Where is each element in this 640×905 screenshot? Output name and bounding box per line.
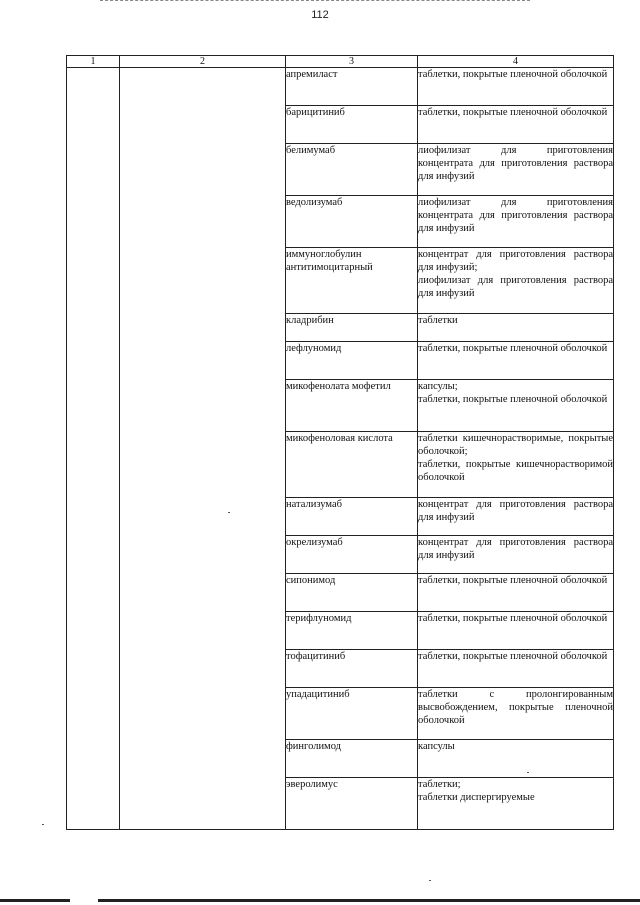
table-row: [67, 380, 614, 432]
empty-cell-col1: [67, 574, 120, 612]
drug-name-cell: упадацитиниб: [286, 688, 418, 740]
dosage-form-text: таблетки;: [418, 779, 461, 790]
dosage-form-text: лиофилизат для приготовления концентрата для приготовления раствора для инфузий: [418, 145, 613, 182]
column-header-3: 3: [286, 56, 418, 68]
dosage-form-cell: [418, 248, 614, 314]
empty-cell-col1: [67, 68, 120, 106]
dosage-form-cell: [418, 688, 614, 740]
table-row: [67, 688, 614, 740]
table-row: [67, 498, 614, 536]
empty-cell-col1: [67, 342, 120, 380]
dosage-form-text: таблетки, покрытые пленочной оболочкой: [418, 107, 608, 118]
dosage-form-text: таблетки, покрытые пленочной оболочкой: [418, 394, 608, 405]
dosage-form-cell: [418, 498, 614, 536]
dosage-form-text: таблетки кишечнорастворимые, покрытые оболочкой;: [418, 433, 613, 457]
dosage-form-text: концентрат для приготовления раствора для инфузий: [418, 499, 613, 523]
empty-cell-col1: [67, 432, 120, 498]
empty-cell-col2: [120, 248, 286, 314]
empty-cell-col1: [67, 688, 120, 740]
bottom-rule-left: [0, 899, 70, 902]
dosage-form-cell: [418, 144, 614, 196]
dosage-form-text: концентрат для приготовления раствора для инфузий;: [418, 249, 613, 273]
dosage-form-cell: [418, 314, 614, 342]
table-row: [67, 106, 614, 144]
table-row: [67, 342, 614, 380]
empty-cell-col2: [120, 196, 286, 248]
dosage-form-cell: [418, 106, 614, 144]
empty-cell-col2: [120, 498, 286, 536]
table-row: [67, 68, 614, 106]
table-body: [67, 68, 614, 830]
table-row: [67, 740, 614, 778]
drug-name-cell: белимумаб: [286, 144, 418, 196]
drug-name-cell: лефлуномид: [286, 342, 418, 380]
column-header-4: 4: [418, 56, 614, 68]
empty-cell-col2: [120, 688, 286, 740]
drug-name-cell: сипонимод: [286, 574, 418, 612]
dosage-form-text: таблетки диспергируемые: [418, 792, 535, 803]
dosage-form-text: таблетки: [418, 315, 458, 326]
drug-name-cell: барицитиниб: [286, 106, 418, 144]
table-row: [67, 314, 614, 342]
empty-cell-col1: [67, 314, 120, 342]
dosage-form-text: таблетки, покрытые пленочной оболочкой: [418, 69, 608, 80]
table-row: [67, 778, 614, 830]
dosage-form-text: таблетки, покрытые пленочной оболочкой: [418, 651, 608, 662]
drug-name-cell: микофеноловая кислота: [286, 432, 418, 498]
dosage-form-cell: [418, 68, 614, 106]
drug-name-cell: эверолимус: [286, 778, 418, 830]
top-scan-line: [100, 0, 530, 2]
dosage-form-text: таблетки с пролонгированным высвобождением, покрытые пленочной оболочкой: [418, 689, 613, 726]
dosage-form-text: лиофилизат для приготовления раствора для инфузий: [418, 275, 613, 299]
empty-cell-col2: [120, 314, 286, 342]
table-row: [67, 196, 614, 248]
empty-cell-col1: [67, 380, 120, 432]
table-row: [67, 612, 614, 650]
dosage-form-cell: [418, 196, 614, 248]
dosage-form-cell: [418, 536, 614, 574]
empty-cell-col1: [67, 612, 120, 650]
dosage-form-cell: [418, 740, 614, 778]
scan-speck: [429, 880, 431, 881]
empty-cell-col2: [120, 778, 286, 830]
dosage-form-text: таблетки, покрытые пленочной оболочкой: [418, 575, 608, 586]
dosage-form-text: концентрат для приготовления раствора для инфузий: [418, 537, 613, 561]
empty-cell-col1: [67, 536, 120, 574]
dosage-form-cell: [418, 778, 614, 830]
dosage-form-cell: [418, 432, 614, 498]
dosage-form-cell: [418, 342, 614, 380]
empty-cell-col1: [67, 778, 120, 830]
dosage-form-text: капсулы;: [418, 381, 458, 392]
empty-cell-col2: [120, 612, 286, 650]
drug-table: [66, 55, 614, 830]
empty-cell-col2: [120, 740, 286, 778]
drug-name-cell: иммуноглобулин антитимоцитарный: [286, 248, 418, 314]
scan-speck: [42, 824, 44, 825]
table-row: [67, 248, 614, 314]
bottom-rule-right: [98, 899, 640, 902]
table-row: [67, 650, 614, 688]
dosage-form-text: лиофилизат для приготовления концентрата для приготовления раствора для инфузий: [418, 197, 613, 234]
dosage-form-text: таблетки, покрытые пленочной оболочкой: [418, 613, 608, 624]
empty-cell-col2: [120, 342, 286, 380]
drug-name-cell: натализумаб: [286, 498, 418, 536]
page-number: 112: [311, 9, 329, 21]
empty-cell-col2: [120, 380, 286, 432]
empty-cell-col1: [67, 248, 120, 314]
table-row: [67, 432, 614, 498]
table-row: [67, 574, 614, 612]
drug-name-cell: терифлуномид: [286, 612, 418, 650]
empty-cell-col2: [120, 650, 286, 688]
drug-name-cell: микофенолата мофетил: [286, 380, 418, 432]
empty-cell-col1: [67, 650, 120, 688]
drug-name-cell: кладрибин: [286, 314, 418, 342]
dosage-form-cell: [418, 650, 614, 688]
empty-cell-col2: [120, 106, 286, 144]
empty-cell-col1: [67, 498, 120, 536]
dosage-form-text: таблетки, покрытые кишечнорастворимой оболочкой: [418, 459, 613, 483]
column-header-1: 1: [67, 56, 120, 68]
dosage-form-cell: [418, 612, 614, 650]
drug-name-cell: окрелизумаб: [286, 536, 418, 574]
dosage-form-cell: [418, 380, 614, 432]
scan-speck: [527, 772, 529, 773]
table-header-row: [67, 56, 614, 68]
drug-name-cell: апремиласт: [286, 68, 418, 106]
empty-cell-col2: [120, 68, 286, 106]
table-row: [67, 144, 614, 196]
table-row: [67, 536, 614, 574]
scan-speck: [228, 512, 230, 513]
dosage-form-text: таблетки, покрытые пленочной оболочкой: [418, 343, 608, 354]
empty-cell-col2: [120, 536, 286, 574]
column-header-2: 2: [120, 56, 286, 68]
dosage-form-cell: [418, 574, 614, 612]
drug-name-cell: финголимод: [286, 740, 418, 778]
empty-cell-col1: [67, 144, 120, 196]
empty-cell-col2: [120, 574, 286, 612]
empty-cell-col1: [67, 106, 120, 144]
empty-cell-col2: [120, 144, 286, 196]
empty-cell-col1: [67, 196, 120, 248]
empty-cell-col1: [67, 740, 120, 778]
dosage-form-text: капсулы: [418, 741, 455, 752]
drug-name-cell: тофацитиниб: [286, 650, 418, 688]
empty-cell-col2: [120, 432, 286, 498]
drug-name-cell: ведолизумаб: [286, 196, 418, 248]
